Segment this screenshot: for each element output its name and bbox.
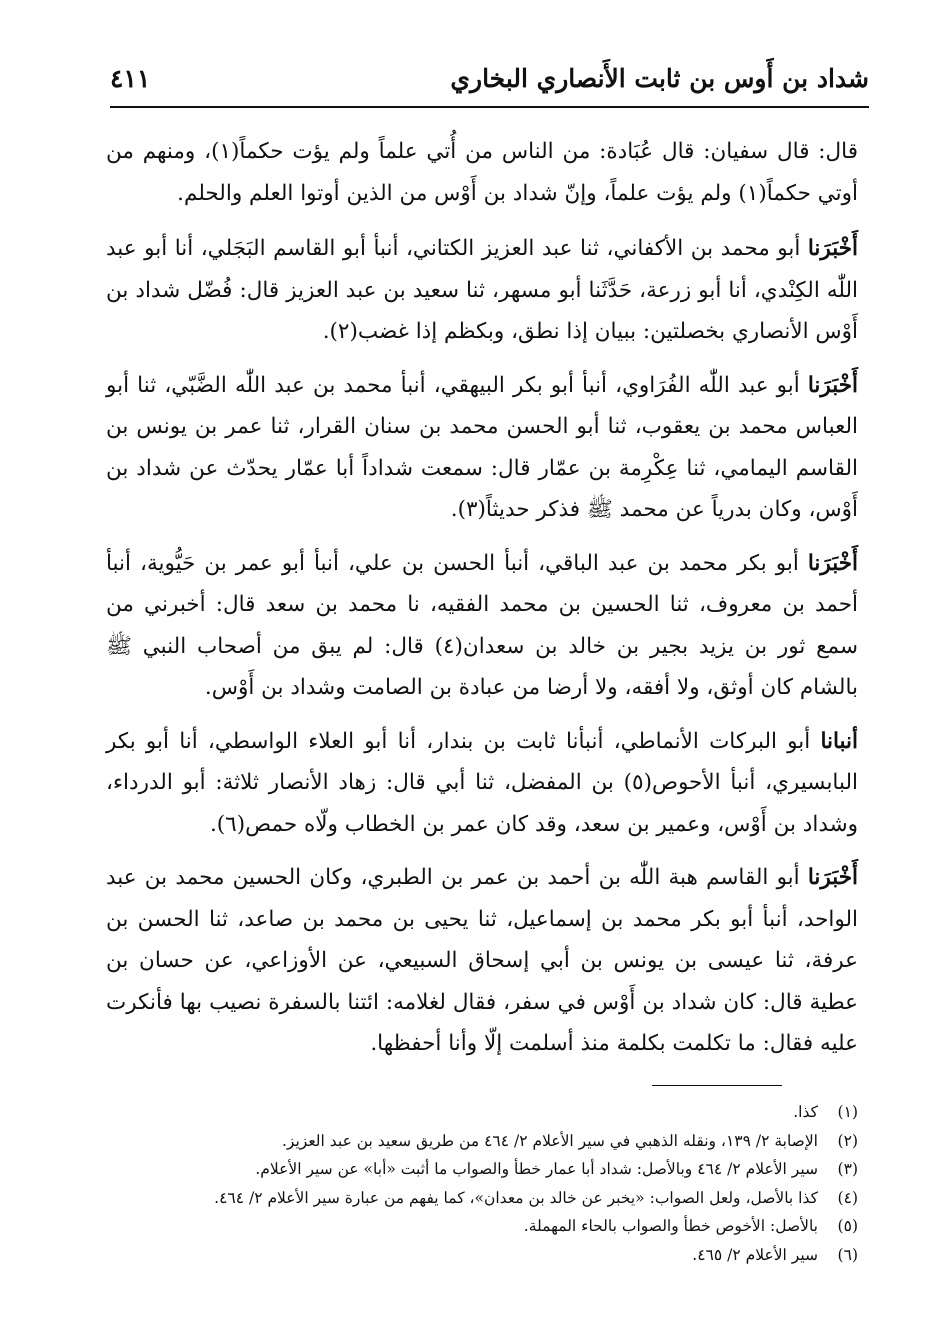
paragraph-lead: أَخْبَرَنا	[807, 550, 858, 576]
paragraph	[106, 721, 858, 846]
footnote-text: سير الأعلام ٢/ ٤٦٥.	[692, 1245, 818, 1264]
footnote-text: سير الأعلام ٢/ ٤٦٤ وبالأصل: شداد أبا عمار خطأ والصواب ما أثبت «أبا» عن سير الأعلام.	[255, 1160, 818, 1178]
footnote	[106, 1098, 858, 1127]
paragraph-text: أبو محمد بن الأكفاني، ثنا عبد العزيز الكتاني، أنبأ أبو القاسم البَجَلي، أنا أبو عبد اللّٰه الكِنْدي، أنا أبو زرعة، حَدَّثَنا أبو مسهر، ثنا سعيد بن عبد العزيز قال: فُضّل شداد بن أَوْس الأنصاري بخصلتين: ببيان إذا نطق، وبكظم إذا غضب(٢).	[106, 236, 858, 344]
paragraph	[106, 131, 858, 214]
footnote	[106, 1155, 858, 1184]
footnote-number: (٢)	[837, 1131, 858, 1150]
footnote-number: (١)	[837, 1103, 858, 1121]
footnote	[106, 1127, 858, 1156]
paragraph	[106, 365, 858, 531]
paragraph	[106, 228, 858, 353]
footnote-number: (٣)	[837, 1160, 858, 1178]
paragraph-lead: أَخْبَرَنا	[807, 865, 858, 890]
footnote-number: (٤)	[837, 1188, 858, 1207]
running-title: شداد بن أَوس بن ثابت الأَنصاري البخاري	[450, 64, 869, 93]
footnote-text: بالأصل: الأخوص خطأ والصواب بالحاء المهملة.	[523, 1217, 818, 1235]
paragraph-text: قال: قال سفيان: قال عُبَادة: من الناس من أُتي علماً ولم يؤت حكماً(١)، ومنهم من أوتي حكماً(١) ولم يؤت علماً، وإنّ شداد بن أَوْس من الذين أوتوا العلم والحلم.	[106, 139, 859, 206]
paragraph	[106, 543, 858, 709]
page-number: ٤١١	[110, 64, 151, 93]
paragraph-lead: أنبانا	[820, 728, 858, 754]
paragraph-text: أبو البركات الأنماطي، أنبأنا ثابت بن بندار، أنا أبو العلاء الواسطي، أنا أبو بكر البابسيري، أنبأ الأحوص(٥) بن المفضل، ثنا أبي قال: زهاد الأنصار ثلاثة: أبو الدرداء، وشداد بن أَوْس، وعمير بن سعد، وقد كان عمر بن الخطاب ولّاه حمص(٦).	[106, 728, 858, 837]
footnote	[106, 1241, 858, 1270]
paragraph-lead: أَخْبَرَنا	[807, 236, 858, 261]
paragraph-lead: أَخْبَرَنا	[807, 372, 858, 398]
footnotes	[106, 1098, 858, 1269]
footnote	[106, 1184, 858, 1213]
footnote-number: (٦)	[837, 1245, 858, 1264]
body-text	[106, 131, 858, 1077]
footnote-text: الإصابة ٢/ ١٣٩، ونقله الذهبي في سير الأعلام ٢/ ٤٦٤ من طريق سعيد بن عبد العزيز.	[281, 1131, 818, 1150]
paragraph	[106, 857, 858, 1065]
paragraph-text: أبو عبد اللّٰه الفُرَاوي، أنبأ أبو بكر البيهقي، أنبأ محمد بن عبد اللّٰه الضَّبّي، ثنا أبو العباس محمد بن يعقوب، ثنا أبو الحسن محمد بن سنان القرار، ثنا عمر بن يونس بن القاسم اليمامي، ثنا عِكْرِمة بن عمّار قال: سمعت شداداً أبا عمّار يحدّث عن شداد بن أَوْس، وكان بدرياً عن محمد ﷺ فذكر حديثاً(٣).	[106, 372, 858, 522]
page-header	[110, 62, 869, 108]
paragraph-text: أبو القاسم هبة اللّٰه بن أحمد بن عمر بن الطبري، وكان الحسين محمد بن عبد الواحد، أنبأ أبو بكر محمد بن إسماعيل، ثنا يحيى بن محمد بن صاعد، ثنا الحسن بن عرفة، ثنا عيسى بن يونس بن أبي إسحاق السبيعي، عن الأوزاعي، عن حسان بن عطية قال: كان شداد بن أَوْس في سفر، فقال لغلامه: ائتنا بالسفرة نصيب بها فأنكرت عليه فقال: ما تكلمت بكلمة منذ أسلمت إلّا وأنا أحفظها.	[106, 865, 858, 1056]
paragraph-text: أبو بكر محمد بن عبد الباقي، أنبأ الحسن بن علي، أنبأ أبو عمر بن حَيُّوية، أنبأ أحمد بن معروف، ثنا الحسين بن محمد الفقيه، نا محمد بن سعد قال: أخبرني من سمع ثور بن يزيد بجير بن خالد بن سعدان(٤) قال: لم يبق من أصحاب النبي ﷺ بالشام كان أوثق، ولا أفقه، ولا أرضا من عبادة بن الصامت وشداد بن أَوْس.	[106, 550, 858, 700]
footnote-separator	[652, 1085, 782, 1086]
footnote-text: كذا.	[793, 1103, 818, 1121]
footnote-number: (٥)	[837, 1217, 858, 1235]
footnote-text: كذا بالأصل، ولعل الصواب: «يخبر عن خالد بن معدان»، كما يفهم من عبارة سير الأعلام ٢/ ٤٦٤.	[214, 1188, 818, 1207]
footnote	[106, 1212, 858, 1241]
